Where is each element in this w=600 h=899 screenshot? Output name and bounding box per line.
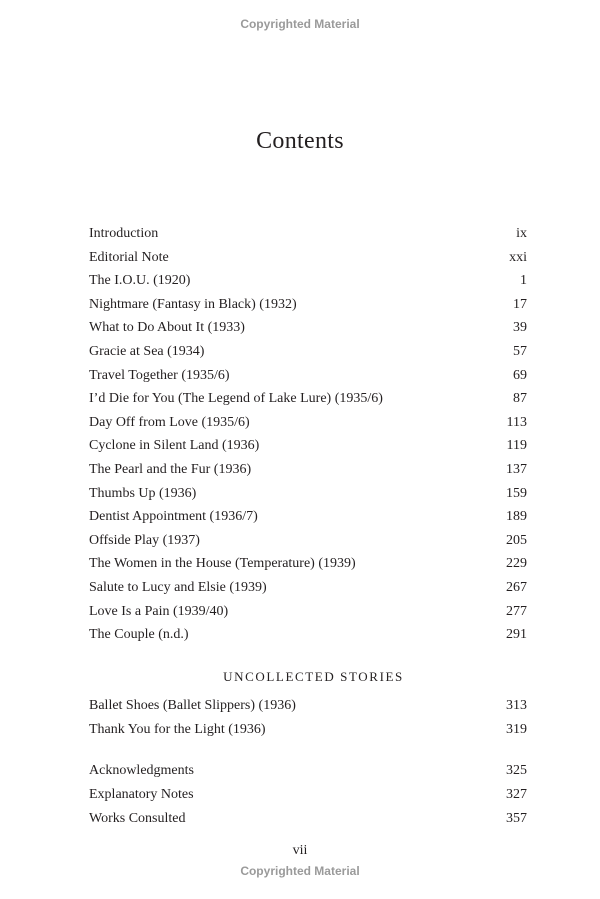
toc-entry	[89, 482, 527, 506]
toc-entry-page: 291	[506, 627, 527, 643]
toc-entry-title: Ballet Shoes (Ballet Slippers) (1936)	[89, 698, 296, 714]
toc-entry-title: The I.O.U. (1920)	[89, 273, 191, 289]
toc-entry-page: 57	[513, 343, 527, 359]
toc-entry	[89, 458, 527, 482]
toc-entry	[89, 246, 527, 270]
toc-entry	[89, 387, 527, 411]
toc-entry-page: ix	[516, 226, 527, 241]
toc-entries	[89, 222, 527, 647]
toc-entry-title: The Pearl and the Fur (1936)	[89, 461, 252, 477]
toc-entry-title: Dentist Appointment (1936/7)	[89, 509, 258, 525]
toc-entry-title: Thumbs Up (1936)	[89, 485, 197, 501]
toc-entry-page: 205	[506, 532, 527, 548]
toc-entry	[89, 552, 527, 576]
toc-entry	[89, 316, 527, 340]
toc-entry-page: 113	[506, 414, 527, 430]
toc-entry-page: 229	[506, 556, 527, 572]
toc-entry-page: 267	[506, 579, 527, 595]
toc-entry-title: Day Off from Love (1935/6)	[89, 414, 250, 430]
toc-entry-title: Love Is a Pain (1939/40)	[89, 603, 229, 619]
toc-entry-page: 1	[520, 273, 527, 289]
toc-entry-title: Offside Play (1937)	[89, 532, 200, 548]
copyright-watermark-top: Copyrighted Material	[240, 17, 360, 31]
page-number: vii	[292, 843, 308, 858]
toc-entry	[89, 529, 527, 553]
toc-entry-title: Introduction	[89, 226, 159, 241]
toc-entry-title: Works Consulted	[89, 810, 186, 826]
toc-entry-title: Salute to Lucy and Elsie (1939)	[89, 579, 267, 595]
toc-entry	[89, 783, 527, 807]
toc-entry-title: Nightmare (Fantasy in Black) (1932)	[89, 296, 297, 312]
toc-entry-page: xxi	[509, 249, 527, 265]
toc-entry-page: 17	[513, 296, 527, 312]
toc-entry-title: The Couple (n.d.)	[89, 627, 189, 643]
toc-entry	[89, 623, 527, 647]
section-gap	[89, 741, 527, 759]
toc-entry-page: 119	[506, 438, 527, 454]
toc-entry	[89, 759, 527, 783]
toc-entry-page: 87	[513, 391, 527, 407]
toc-entry	[89, 364, 527, 388]
copyright-watermark-bottom: Copyrighted Material	[240, 864, 360, 878]
toc-uncollected-entries	[89, 694, 527, 741]
page-title: Contents	[256, 128, 344, 154]
toc-entry	[89, 269, 527, 293]
toc-entry-title: Thank You for the Light (1936)	[89, 721, 266, 737]
toc-entry-page: 137	[506, 461, 527, 477]
toc-entry	[89, 293, 527, 317]
toc-entry-page: 69	[513, 367, 527, 383]
toc-entry-title: What to Do About It (1933)	[89, 320, 245, 336]
table-of-contents	[89, 222, 527, 830]
toc-entry	[89, 505, 527, 529]
toc-entry-page: 189	[506, 509, 527, 525]
toc-entry	[89, 411, 527, 435]
toc-entry-page: 327	[506, 787, 527, 803]
toc-entry-page: 159	[506, 485, 527, 501]
toc-entry-title: The Women in the House (Temperature) (1939)	[89, 556, 356, 572]
toc-entry	[89, 600, 527, 624]
toc-entry-page: 277	[506, 603, 527, 619]
toc-entry-title: Explanatory Notes	[89, 787, 194, 803]
toc-entry	[89, 434, 527, 458]
toc-entry-title: I’d Die for You (The Legend of Lake Lure) (1935/6)	[89, 391, 383, 407]
toc-entry-title: Editorial Note	[89, 249, 169, 265]
toc-entry	[89, 694, 527, 718]
toc-entry	[89, 576, 527, 600]
toc-entry-title: Acknowledgments	[89, 763, 194, 779]
toc-back-matter-entries	[89, 759, 527, 830]
toc-entry-page: 325	[506, 763, 527, 779]
toc-entry	[89, 718, 527, 742]
toc-entry-page: 39	[513, 320, 527, 336]
toc-entry	[89, 340, 527, 364]
toc-entry-page: 313	[506, 698, 527, 714]
toc-entry	[89, 222, 527, 246]
toc-entry-title: Gracie at Sea (1934)	[89, 343, 205, 359]
toc-entry-page: 357	[506, 810, 527, 826]
toc-entry-title: Cyclone in Silent Land (1936)	[89, 438, 260, 454]
toc-entry	[89, 807, 527, 831]
toc-entry-page: 319	[506, 721, 527, 737]
toc-entry-title: Travel Together (1935/6)	[89, 367, 230, 383]
uncollected-stories-heading: UNCOLLECTED STORIES	[223, 669, 404, 685]
